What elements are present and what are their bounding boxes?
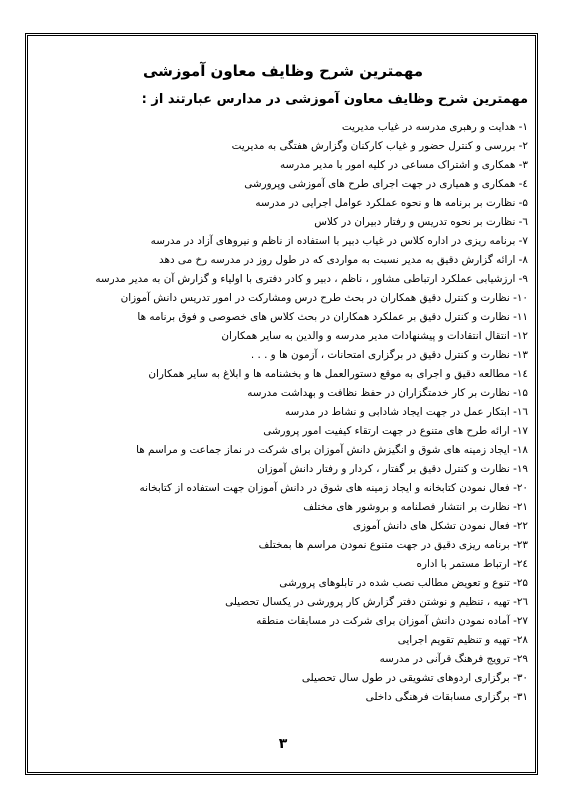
duty-list	[38, 118, 528, 707]
page-title: مهمترین شرح وظایف معاون آموزشی	[142, 62, 424, 80]
duty-item-13: ۱۳- نظارت و کنترل دقیق در برگزاری امتحانات ، آزمون ها و . . .	[250, 349, 528, 361]
duty-item-2: ۲- بررسی و کنترل حضور و غیاب کارکنان وگزارش هفتگی به مدیریت	[231, 140, 528, 152]
duty-item-14: ١٤- مطالعه دقیق و اجرای به موقع دستورالعمل ها و بخشنامه ها و ابلاغ به سایر همکاران	[148, 368, 528, 380]
duty-item-11: ۱۱- نظارت و کنترل دقیق بر عملکرد همکاران در بحث کلاس های خصوصی و فوق برنامه ها	[137, 311, 528, 323]
duty-item-18: ۱۸- ایجاد زمینه های شوق و انگیزش دانش آموزان برای شرکت در نماز جماعت و مراسم ها	[136, 444, 528, 456]
section-heading: مهمترین شرح وظایف معاون آموزشی در مدارس عبارتند از :	[141, 92, 528, 107]
duty-item-29: ۲۹- ترویج فرهنگ قرآنی در مدرسه	[379, 653, 528, 665]
duty-item-15: ۱۵- نظارت بر کار خدمتگزاران در حفظ نظافت و بهداشت مدرسه	[247, 387, 528, 399]
page-number: ۳	[278, 736, 288, 752]
duty-item-24: ٢٤- ارتباط مستمر با اداره	[416, 558, 528, 570]
duty-item-23: ۲۳- برنامه ریزی دقیق در جهت متنوع نمودن مراسم ها بمختلف	[258, 539, 528, 551]
duty-item-21: ۲۱- نظارت بر انتشار فصلنامه و بروشور های مختلف	[303, 501, 528, 513]
duty-item-30: ۳۰- برگزاری اردوهای تشویقی در طول سال تحصیلی	[301, 672, 528, 684]
duty-item-9: ۹- ارزشیابی عملکرد ارتباطی مشاور ، ناظم ، دبیر و کادر دفتری با اولیاء و گزارش آن به مدیر مدرسه	[95, 273, 528, 285]
duty-item-27: ۲۷- آماده نمودن دانش آموزان برای شرکت در مسابقات منطقه	[256, 615, 528, 627]
duty-item-8: ۸- ارائه گزارش دقیق به مدیر نسبت به مواردی که در طول روز در مدرسه رخ می دهد	[159, 254, 528, 266]
duty-item-20: ۲۰- فعال نمودن کتابخانه و ایجاد زمینه های شوق در دانش آموزان جهت استفاده از کتابخانه	[139, 482, 528, 494]
duty-item-26: ٢٦- تهیه ، تنظیم و نوشتن دفتر گزارش کار پرورشی در یکسال تحصیلی	[225, 596, 528, 608]
duty-item-10: ۱۰- نظارت و کنترل دقیق همکاران در بحث طرح درس ومشارکت در امور تدریس دانش آموزان	[120, 292, 528, 304]
duty-item-3: ۳- همکاری و اشتراک مساعی در کلیه امور با مدیر مدرسه	[279, 159, 528, 171]
duty-item-4: ٤- همکاری و همیاری در جهت اجرای طرح های آموزشی وپرورشی	[244, 178, 528, 190]
duty-item-1: ۱- هدایت و رهبری مدرسه در غیاب مدیریت	[341, 121, 528, 133]
duty-item-22: ۲۲- فعال نمودن تشکل های دانش آموزی	[352, 520, 528, 532]
duty-item-31: ۳۱- برگزاری مسابقات فرهنگی داخلی	[365, 691, 528, 703]
duty-item-17: ۱۷- ارائه طرح های متنوع در جهت ارتقاء کیفیت امور پرورشی	[263, 425, 528, 437]
duty-item-6: ٦- نظارت بر نحوه تدریس و رفتار دبیران در کلاس	[314, 216, 528, 228]
duty-item-25: ۲۵- تنوع و تعویض مطالب نصب شده در تابلوهای پرورشی	[279, 577, 528, 589]
duty-item-16: ١٦- ابتکار عمل در جهت ایجاد شادابی و نشاط در مدرسه	[284, 406, 528, 418]
duty-item-7: ۷- برنامه ریزی در اداره کلاس در غیاب دبیر با استفاده از ناظم و نیروهای آزاد در مدرسه	[150, 235, 528, 247]
duty-item-12: ۱۲- انتقال انتقادات و پیشنهادات مدیر مدرسه و والدین به سایر همکاران	[221, 330, 528, 342]
duty-item-19: ۱۹- نظارت و کنترل دقیق بر گفتار ، کردار و رفتار دانش آموزان	[257, 463, 528, 475]
duty-item-28: ۲۸- تهیه و تنظیم تقویم اجرایی	[397, 634, 528, 646]
duty-item-5: ۵- نظارت بر برنامه ها و نحوه عملکرد عوامل اجرایی در مدرسه	[255, 197, 528, 209]
